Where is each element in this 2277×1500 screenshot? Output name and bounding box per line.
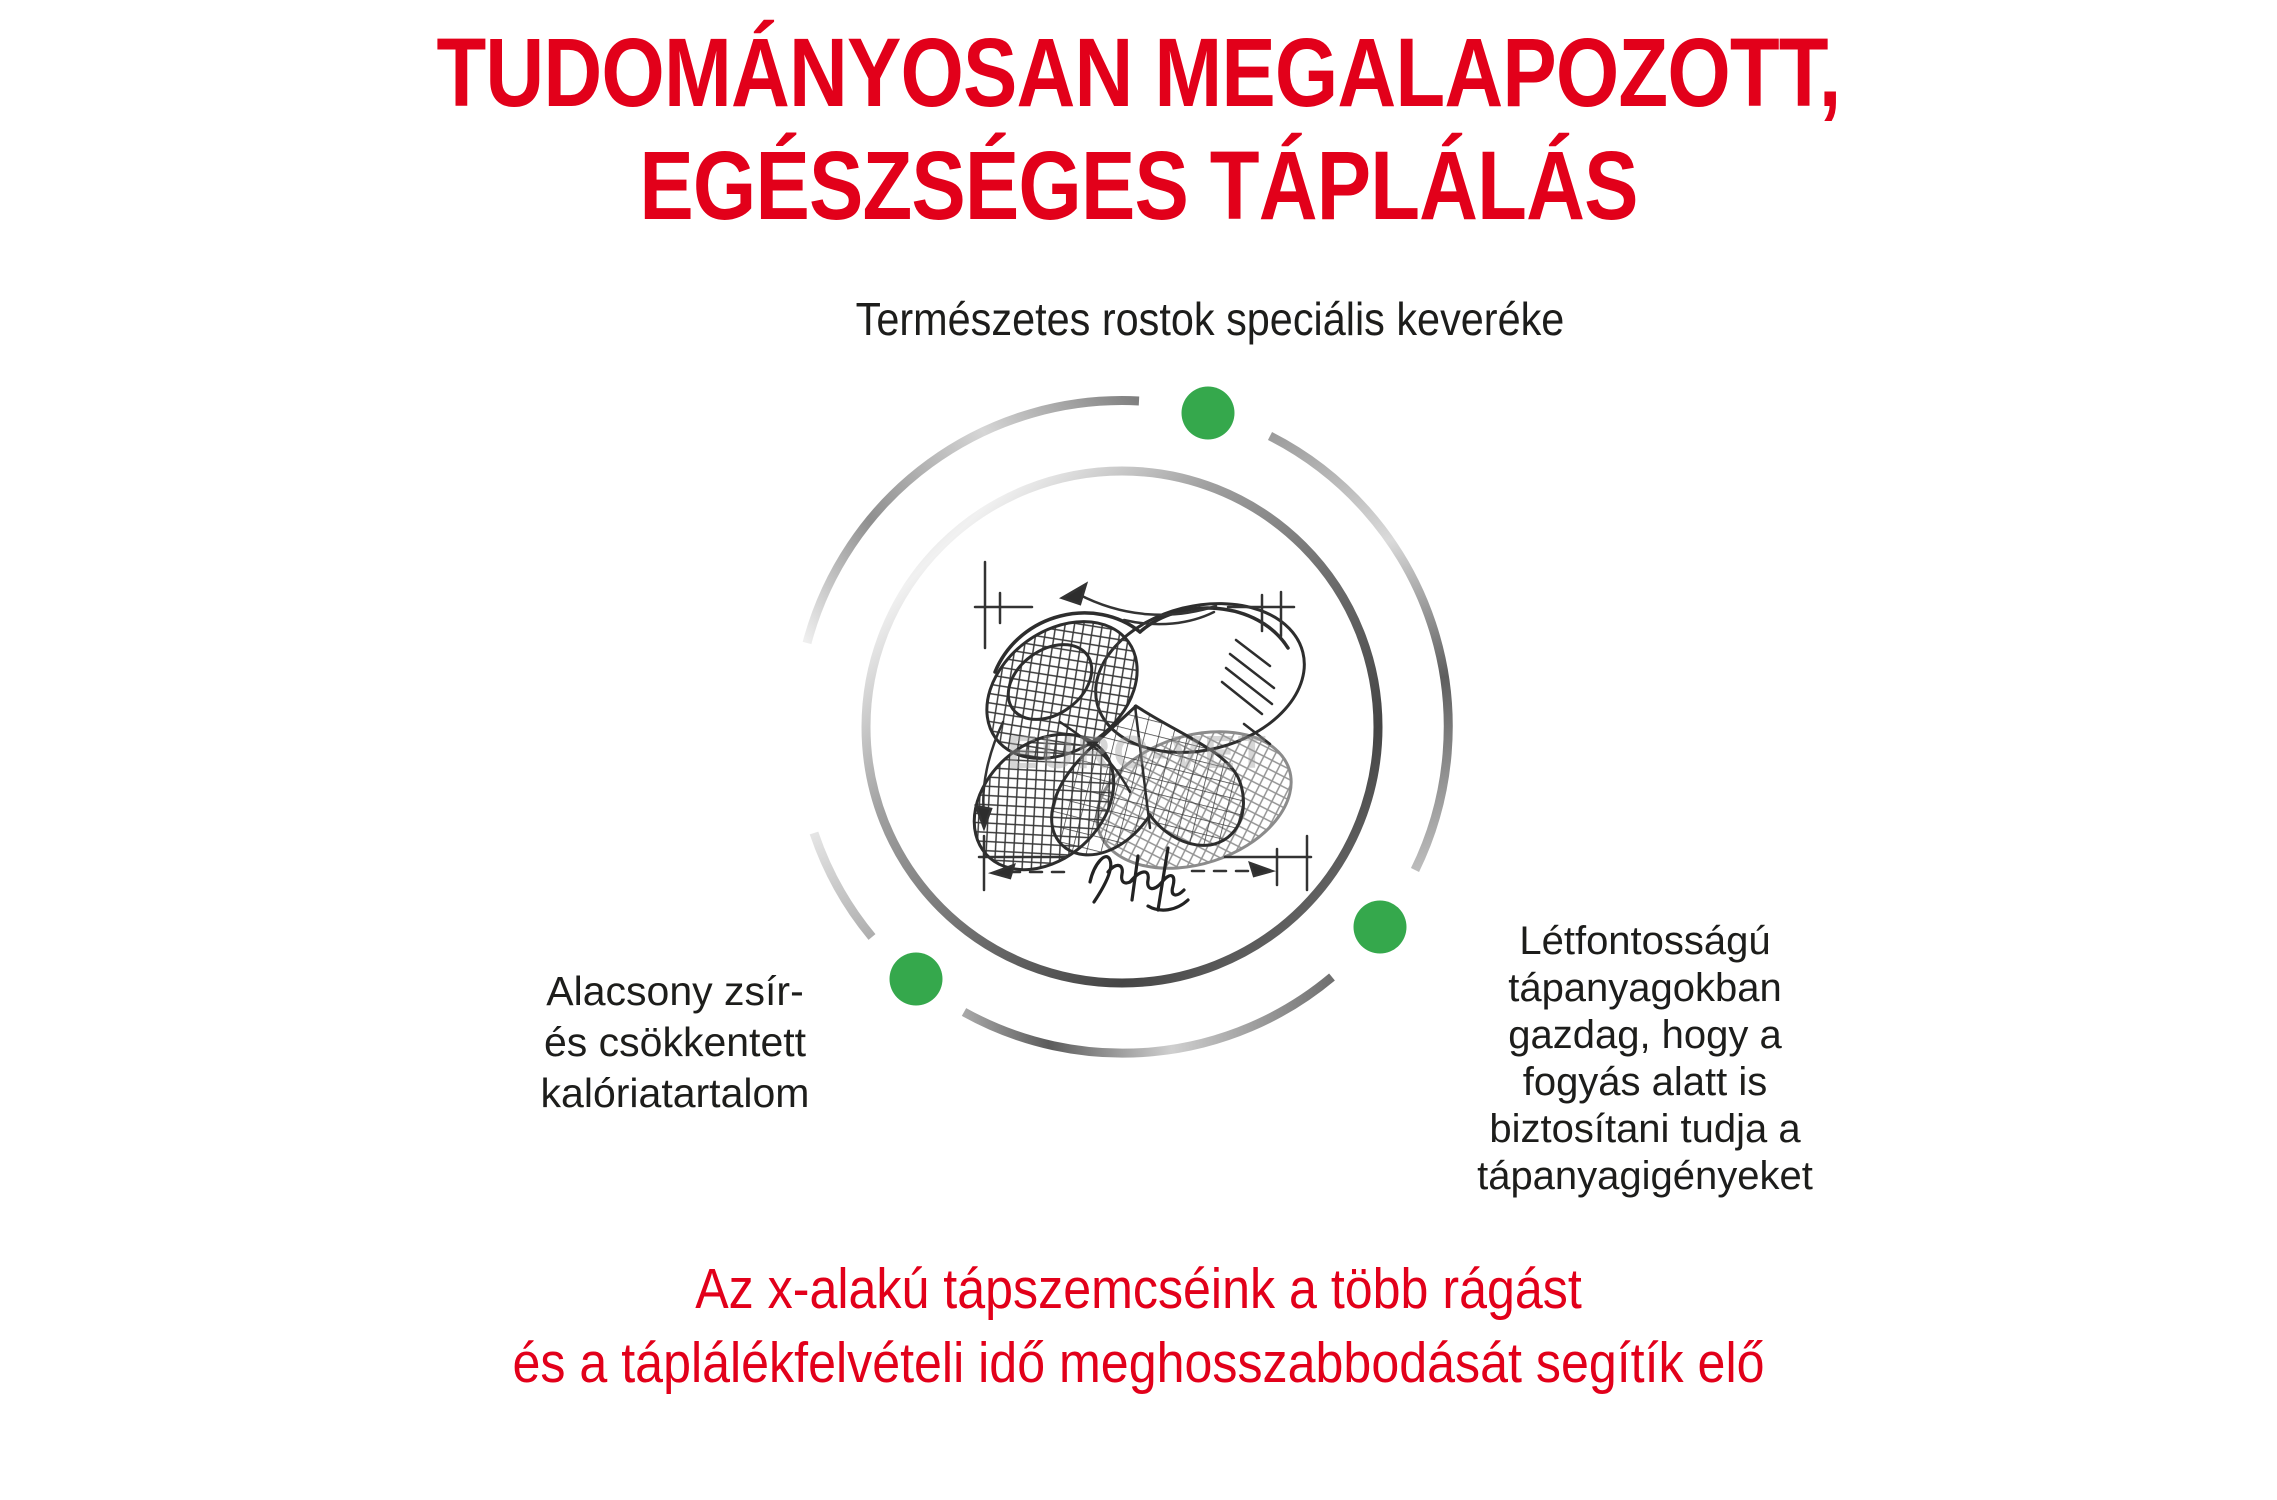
page-title: [182, 16, 2095, 242]
label-natural-fibres: Természetes rostok speciális keveréke: [855, 293, 1565, 345]
watermark: EURO-VET: [1007, 726, 1269, 778]
footer-claim-line1: Az x-alakú tápszemcséink a több rágást: [695, 1257, 1582, 1321]
label-vital-nutrients: Létfontosságú tápanyagokban gazdag, hogy a fogyás alatt is biztosítani tudja a tápanyagigényeket: [1477, 919, 1813, 1198]
outer-ring-arc-bottom: [964, 977, 1332, 1053]
label-low-fat: Alacsony zsír- és csökkentett kalóriatartalom: [540, 968, 810, 1116]
outer-ring-arc-left: [814, 833, 872, 937]
page-title-line2: EGÉSZSÉGES TÁPLÁLÁS: [639, 131, 1638, 240]
footer-claim: [137, 1252, 2141, 1400]
page-title-line1: TUDOMÁNYOSAN MEGALAPOZOTT,: [436, 18, 1841, 127]
footer-claim-line2: és a táplálékfelvételi idő meghosszabbodását segítík elő: [512, 1331, 1765, 1395]
marker-dot-top: [1182, 387, 1235, 440]
